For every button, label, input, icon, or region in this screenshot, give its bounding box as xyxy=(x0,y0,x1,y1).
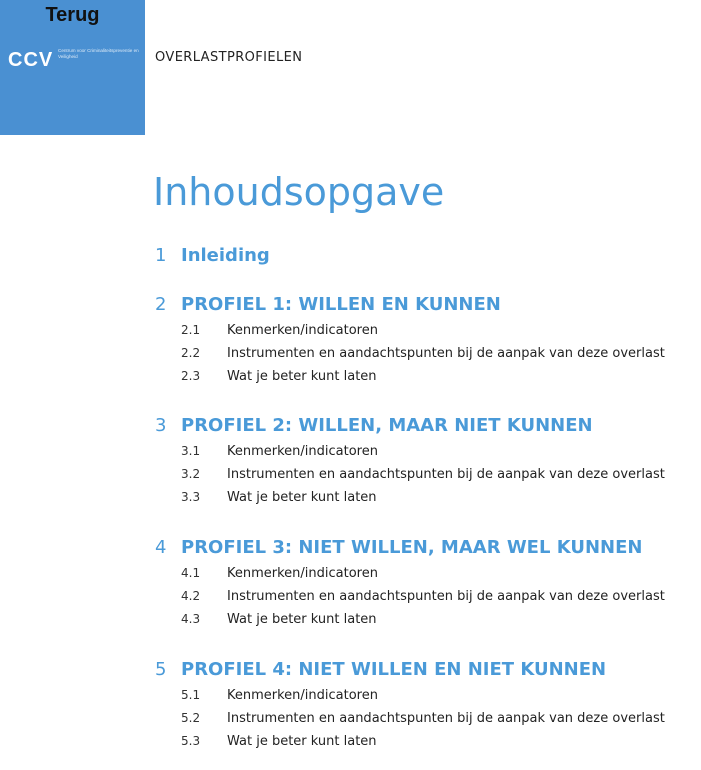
toc-chapter-title: PROFIEL 4: NIET WILLEN EN NIET KUNNEN xyxy=(181,659,607,680)
toc-section-label: Instrumenten en aandachtspunten bij de aanpak van deze overlast xyxy=(227,589,665,604)
toc-section-label: Wat je beter kunt laten xyxy=(227,612,377,627)
toc-section-link[interactable] xyxy=(155,486,695,509)
toc-chapter-number: 2 xyxy=(155,294,167,315)
toc-section-link[interactable] xyxy=(155,585,695,608)
toc-chapter xyxy=(155,294,695,388)
toc-chapter-title: Inleiding xyxy=(181,245,270,266)
toc-section-link[interactable] xyxy=(155,562,695,585)
toc-section-number: 5.1 xyxy=(181,688,201,702)
toc-chapter-title: PROFIEL 1: WILLEN EN KUNNEN xyxy=(181,294,501,315)
toc-section-number: 5.2 xyxy=(181,711,201,725)
toc-chapter-title: PROFIEL 3: NIET WILLEN, MAAR WEL KUNNEN xyxy=(181,537,643,558)
toc-section-number: 3.3 xyxy=(181,490,201,504)
toc-chapter xyxy=(155,245,695,266)
logo-letters: CCV xyxy=(8,49,54,71)
toc-section-link[interactable] xyxy=(155,707,695,730)
toc-chapter xyxy=(155,415,695,509)
toc-section-label: Instrumenten en aandachtspunten bij de aanpak van deze overlast xyxy=(227,711,665,726)
toc-chapter-number: 3 xyxy=(155,415,167,436)
logo-tagline: Centrum voor Criminaliteitspreventie en Veiligheid xyxy=(58,48,139,60)
toc-chapter xyxy=(155,659,695,753)
toc-section-number: 3.2 xyxy=(181,467,201,481)
toc-chapter-link[interactable] xyxy=(155,537,695,558)
toc-section-link[interactable] xyxy=(155,730,695,753)
toc-section-number: 3.1 xyxy=(181,444,201,458)
toc-section-number: 2.3 xyxy=(181,369,201,383)
toc-chapter-link[interactable] xyxy=(155,245,695,266)
toc-title: Inhoudsopgave xyxy=(153,170,445,214)
toc-section-number: 4.1 xyxy=(181,566,201,580)
toc-chapter-link[interactable] xyxy=(155,415,695,436)
back-button[interactable]: Terug xyxy=(45,4,100,26)
toc-section-label: Wat je beter kunt laten xyxy=(227,490,377,505)
toc-section-label: Kenmerken/indicatoren xyxy=(227,688,378,703)
toc-section-link[interactable] xyxy=(155,463,695,486)
document-header: OVERLASTPROFIELEN xyxy=(155,50,303,65)
toc-section-number: 2.1 xyxy=(181,323,201,337)
toc-section-label: Kenmerken/indicatoren xyxy=(227,566,378,581)
ccv-logo-block xyxy=(0,0,145,135)
toc-section-link[interactable] xyxy=(155,440,695,463)
toc-section-link[interactable] xyxy=(155,319,695,342)
toc-section-link[interactable] xyxy=(155,342,695,365)
toc-chapter-number: 1 xyxy=(155,245,167,266)
toc-chapter-link[interactable] xyxy=(155,294,695,315)
toc-section-number: 2.2 xyxy=(181,346,201,360)
toc-chapter-number: 4 xyxy=(155,537,167,558)
toc-section-label: Wat je beter kunt laten xyxy=(227,369,377,384)
toc-section-label: Kenmerken/indicatoren xyxy=(227,323,378,338)
toc-section-label: Kenmerken/indicatoren xyxy=(227,444,378,459)
toc-section-number: 5.3 xyxy=(181,734,201,748)
toc-section-label: Wat je beter kunt laten xyxy=(227,734,377,749)
toc-chapter-number: 5 xyxy=(155,659,167,680)
table-of-contents xyxy=(155,245,695,753)
toc-chapter-link[interactable] xyxy=(155,659,695,680)
toc-chapter xyxy=(155,537,695,631)
toc-section-label: Instrumenten en aandachtspunten bij de aanpak van deze overlast xyxy=(227,346,665,361)
toc-section-label: Instrumenten en aandachtspunten bij de aanpak van deze overlast xyxy=(227,467,665,482)
toc-section-link[interactable] xyxy=(155,365,695,388)
toc-section-number: 4.2 xyxy=(181,589,201,603)
toc-chapter-title: PROFIEL 2: WILLEN, MAAR NIET KUNNEN xyxy=(181,415,593,436)
toc-section-link[interactable] xyxy=(155,608,695,631)
toc-section-link[interactable] xyxy=(155,684,695,707)
toc-section-number: 4.3 xyxy=(181,612,201,626)
